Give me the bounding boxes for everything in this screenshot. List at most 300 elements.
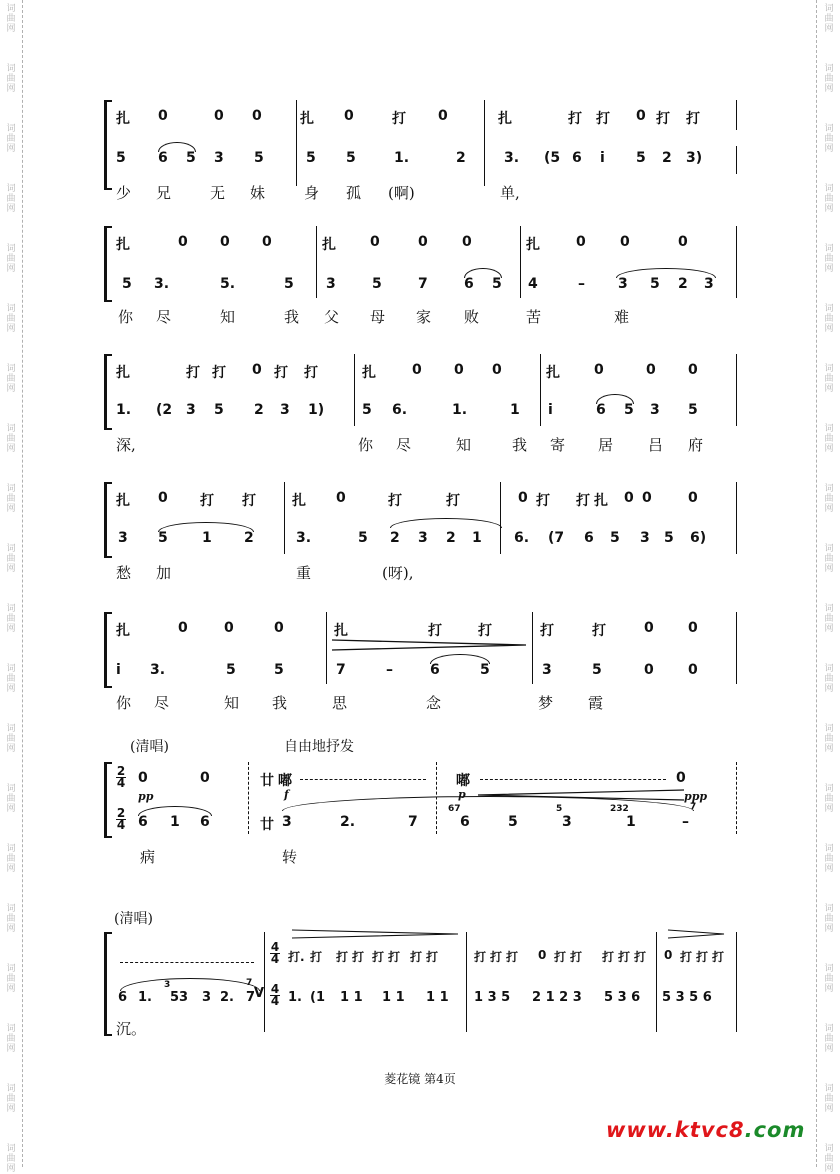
melody-note: – xyxy=(386,662,393,678)
melody-note: 4 xyxy=(528,276,538,292)
grace-note: 232 xyxy=(610,804,629,814)
perc-note: 0 xyxy=(438,108,448,124)
melody-note: 1. xyxy=(138,990,152,1005)
melody-note: 7 xyxy=(408,814,418,830)
melody-note: (1 xyxy=(310,990,325,1005)
perc-note: 0 xyxy=(412,362,422,378)
watermark-text: 词 曲 网 xyxy=(6,844,16,874)
perc-note: 0 xyxy=(624,490,634,506)
perc-note: 打 xyxy=(634,950,647,964)
melody-note: 3) xyxy=(686,150,703,166)
melody-note: 6 xyxy=(596,402,606,418)
continuation-dash xyxy=(300,779,426,780)
melody-note: 3 xyxy=(704,276,714,292)
perc-note: 打 xyxy=(426,950,439,964)
watermark-text: 词 曲 网 xyxy=(824,1144,834,1174)
perc-note: 0 xyxy=(158,490,168,506)
perc-note: 0 xyxy=(492,362,502,378)
lyric: 府 xyxy=(688,436,704,454)
melody-note: 6) xyxy=(690,530,707,546)
perc-note: 打 xyxy=(410,950,423,964)
melody-note: 6 xyxy=(138,814,148,830)
melody-row xyxy=(100,814,740,834)
perc-note: 扎 xyxy=(498,111,512,127)
lyric: 思 xyxy=(332,694,348,712)
lyrics-row xyxy=(100,182,740,204)
watermark-text: 词 曲 网 xyxy=(6,64,16,94)
melody-note: 6 xyxy=(460,814,470,830)
perc-note: 扎 xyxy=(546,365,560,381)
melody-note: 5 3 5 6 xyxy=(662,990,712,1005)
perc-note: 打 xyxy=(712,950,725,964)
score-system-3 xyxy=(100,352,740,462)
brand-suffix: .com xyxy=(744,1118,806,1142)
melody-note: i xyxy=(116,662,121,678)
lyric: 你 xyxy=(116,694,132,712)
watermark-text: 词 曲 网 xyxy=(6,4,16,34)
melody-note: 5 xyxy=(158,530,168,546)
perc-note: 0 xyxy=(214,108,224,124)
melody-note: i xyxy=(600,150,605,166)
perc-note: 打 xyxy=(186,365,200,381)
lyric: 家 xyxy=(416,308,432,326)
melody-note: 2 xyxy=(390,530,400,546)
perc-note: 0 xyxy=(538,948,547,962)
watermark-text: 词 曲 网 xyxy=(6,244,16,274)
perc-note: 0 xyxy=(158,108,168,124)
score-system-6 xyxy=(100,736,740,866)
perc-note: 打 xyxy=(568,111,582,127)
melody-note: (7 xyxy=(548,530,565,546)
perc-note: 0 xyxy=(262,234,272,250)
perc-note: 打 xyxy=(478,623,492,639)
perc-note: 扎 xyxy=(362,365,376,381)
watermark-text: 词 曲 网 xyxy=(6,544,16,574)
perc-note: 打 xyxy=(310,950,323,964)
melody-note: 7 xyxy=(246,990,256,1005)
watermark-text: 词 曲 网 xyxy=(824,304,834,334)
tempo-marking: 自由地抒发 xyxy=(284,739,354,755)
melody-note: 5 xyxy=(284,276,294,292)
melody-note: 5 xyxy=(116,150,126,166)
melody-note: 5 xyxy=(624,402,634,418)
perc-note: 打 xyxy=(536,493,550,509)
grace-note: 5 xyxy=(556,804,563,814)
watermark-text: 词 曲 网 xyxy=(824,244,834,274)
melody-note: 2 xyxy=(678,276,688,292)
watermark-text: 词 曲 网 xyxy=(824,1024,834,1054)
perc-note: 打 xyxy=(212,365,226,381)
lyric: 尽 xyxy=(156,308,172,326)
score-system-5 xyxy=(100,610,740,720)
melody-note: 1 xyxy=(202,530,212,546)
melody-row xyxy=(100,402,740,422)
perc-note: 打 xyxy=(388,493,402,509)
melody-note: 1. xyxy=(288,990,302,1005)
melody-note: 2. xyxy=(340,814,356,830)
melody-note: 1. xyxy=(452,402,468,418)
perc-note: 0 xyxy=(220,234,230,250)
lyric: 妹 xyxy=(250,184,266,202)
melody-note: 3 xyxy=(118,530,128,546)
melody-note: 53 xyxy=(170,990,189,1005)
watermark-text: 词 曲 网 xyxy=(824,844,834,874)
perc-note: 扎 xyxy=(526,237,540,253)
perc-note: 0 xyxy=(636,108,646,124)
lyric: 吕 xyxy=(648,436,664,454)
lyric: (呀), xyxy=(382,564,414,582)
watermark-text: 词 曲 网 xyxy=(6,304,16,334)
watermark-text: 词 曲 网 xyxy=(6,664,16,694)
lyric: 愁 xyxy=(116,564,132,582)
lyric: 兄 xyxy=(156,184,172,202)
perc-note: 打 xyxy=(392,111,406,127)
melody-note: 6 xyxy=(118,990,128,1005)
perc-note: 扎 xyxy=(116,365,130,381)
perc-note: 打 xyxy=(388,950,401,964)
melody-note: 3 xyxy=(280,402,290,418)
melody-note: 0 xyxy=(644,662,654,678)
melody-note: 6 xyxy=(158,150,168,166)
slur xyxy=(430,654,490,664)
melody-note: 5 xyxy=(122,276,132,292)
melody-note: 1. xyxy=(116,402,132,418)
melody-note: – xyxy=(578,276,585,292)
perc-note: 0 xyxy=(676,770,686,786)
lyric: 你 xyxy=(358,436,374,454)
lyric: 苦 xyxy=(526,308,542,326)
perc-note: 打. xyxy=(288,950,305,964)
melody-row xyxy=(100,990,740,1010)
grace-note: 7 xyxy=(246,978,253,988)
melody-note: 3 xyxy=(418,530,428,546)
perc-note: 0 xyxy=(344,108,354,124)
melody-note: 6 xyxy=(572,150,582,166)
perc-note: 打 xyxy=(656,111,670,127)
melody-note: 5 xyxy=(358,530,368,546)
lyric: 沉。 xyxy=(116,1020,147,1038)
perc-note: 0 xyxy=(576,234,586,250)
watermark-text: 词 曲 网 xyxy=(824,604,834,634)
perc-note: 扎 xyxy=(116,111,130,127)
brand-name: ktvc8 xyxy=(674,1118,745,1142)
perc-note: 打 xyxy=(490,950,503,964)
lyric: 病 xyxy=(140,848,156,866)
perc-note: 打 xyxy=(274,365,288,381)
watermark-text: 词 曲 网 xyxy=(6,964,16,994)
lyric: 重 xyxy=(296,564,312,582)
melody-note: 1 xyxy=(626,814,636,830)
watermark-text: 词 曲 网 xyxy=(6,1084,16,1114)
melody-note: 1 xyxy=(472,530,482,546)
time-sig-bottom: 4 xyxy=(270,952,280,966)
watermark-text: 词 曲 网 xyxy=(824,424,834,454)
melody-note: 3. xyxy=(296,530,312,546)
slur xyxy=(390,518,502,528)
melody-note: 5 xyxy=(254,150,264,166)
percussion-row xyxy=(100,620,740,640)
lyric: 母 xyxy=(370,308,386,326)
perc-note: 0 xyxy=(644,620,654,636)
time-sig-bottom: 4 xyxy=(116,776,126,790)
lyric: 单, xyxy=(500,184,520,202)
melody-row xyxy=(100,150,740,170)
perc-note: 扎 xyxy=(300,111,314,127)
slur xyxy=(158,522,254,532)
lyric: 尽 xyxy=(396,436,412,454)
melody-note: 6. xyxy=(392,402,408,418)
watermark-text: 词 曲 网 xyxy=(6,124,16,154)
melody-note: 1) xyxy=(308,402,325,418)
perc-note: 0 xyxy=(336,490,346,506)
perc-note: 扎 xyxy=(116,623,130,639)
perc-note: 0 xyxy=(620,234,630,250)
perc-note: 嘟 xyxy=(278,773,292,789)
lyric: 知 xyxy=(220,308,236,326)
perc-note: 0 xyxy=(462,234,472,250)
slur xyxy=(464,268,502,278)
watermark-text: 词 曲 网 xyxy=(6,364,16,394)
perc-note: 扎 xyxy=(292,493,306,509)
melody-note: 5 xyxy=(664,530,674,546)
melody-note: 5 xyxy=(346,150,356,166)
melody-note: 5 xyxy=(372,276,382,292)
melody-note: 5 xyxy=(214,402,224,418)
perc-note: 打 xyxy=(554,950,567,964)
perc-note: 0 xyxy=(664,948,673,962)
lyric: 知 xyxy=(224,694,240,712)
watermark-text: 词 曲 网 xyxy=(824,64,834,94)
melody-note: 1 1 xyxy=(382,990,405,1005)
perc-note: 打 xyxy=(446,493,460,509)
watermark-text: 词 曲 网 xyxy=(824,1084,834,1114)
watermark-text: 词 曲 网 xyxy=(824,724,834,754)
section-label: (清唱) xyxy=(130,739,169,755)
right-dashed-border xyxy=(816,0,817,1167)
melody-note: 3 xyxy=(650,402,660,418)
perc-note: 打 xyxy=(352,950,365,964)
melody-note: 3 xyxy=(202,990,212,1005)
perc-note: 扎 xyxy=(322,237,336,253)
melody-note: 3 xyxy=(640,530,650,546)
perc-note: 打 xyxy=(596,111,610,127)
percussion-row xyxy=(100,234,740,254)
melody-note: 0 xyxy=(688,662,698,678)
grace-note: 3 xyxy=(164,980,171,990)
watermark-text: 词 曲 网 xyxy=(6,484,16,514)
melody-note: 6 xyxy=(464,276,474,292)
melody-row xyxy=(100,530,740,550)
watermark-text: 词 曲 网 xyxy=(824,544,834,574)
lyric: 深, xyxy=(116,436,136,454)
lyric: 身 xyxy=(304,184,320,202)
melody-note: 5 xyxy=(492,276,502,292)
lyric: 败 xyxy=(464,308,480,326)
lyrics-row xyxy=(100,692,740,714)
perc-note: 廿 xyxy=(260,773,274,789)
dynamic-mark: p xyxy=(458,788,466,801)
melody-note: 6 xyxy=(584,530,594,546)
lyric: 难 xyxy=(614,308,630,326)
melody-note: 3. xyxy=(150,662,166,678)
melody-note: (2 xyxy=(156,402,173,418)
dynamic-mark: ppp xyxy=(684,790,708,803)
time-sig-top: 2 xyxy=(116,764,126,778)
lyric: 加 xyxy=(156,564,172,582)
melody-note: 5 xyxy=(480,662,490,678)
crescendo-hairpin xyxy=(330,638,530,652)
watermark-text: 词 曲 网 xyxy=(824,4,834,34)
perc-note: 打 xyxy=(474,950,487,964)
watermark-text: 词 曲 网 xyxy=(824,784,834,814)
melody-note: 6 xyxy=(430,662,440,678)
perc-note: 打 xyxy=(540,623,554,639)
perc-note: 打 xyxy=(696,950,709,964)
lyric: 我 xyxy=(512,436,528,454)
slur xyxy=(616,268,716,278)
lyrics-row xyxy=(100,846,740,868)
melody-note: 7 xyxy=(336,662,346,678)
perc-note: 0 xyxy=(138,770,148,786)
watermark-text: 词 曲 网 xyxy=(824,904,834,934)
watermark-text: 词 曲 网 xyxy=(824,484,834,514)
melody-note: 2 xyxy=(254,402,264,418)
perc-note: 0 xyxy=(454,362,464,378)
watermark-text: 词 曲 网 xyxy=(6,724,16,754)
lyric: 居 xyxy=(598,436,614,454)
grace-note: 67 xyxy=(448,804,461,814)
perc-note: 0 xyxy=(418,234,428,250)
perc-note: 0 xyxy=(224,620,234,636)
perc-note: 打 xyxy=(618,950,631,964)
melody-note: 3 xyxy=(282,814,292,830)
perc-note: 0 xyxy=(594,362,604,378)
lyrics-row xyxy=(100,434,740,456)
percussion-row xyxy=(100,948,740,968)
melody-note: 5 xyxy=(636,150,646,166)
slur xyxy=(596,394,634,404)
perc-note: 打 xyxy=(602,950,615,964)
perc-note: 0 xyxy=(688,620,698,636)
percussion-row xyxy=(100,108,740,128)
perc-note: 打 xyxy=(570,950,583,964)
grace-note: 7 xyxy=(690,802,697,812)
barline xyxy=(656,932,657,1032)
barline xyxy=(466,932,467,1032)
melody-note: 3 xyxy=(562,814,572,830)
melody-note: 2 1 2 3 xyxy=(532,990,582,1005)
barline xyxy=(264,932,265,1032)
score-system-2 xyxy=(100,224,740,334)
melody-note: 3 xyxy=(326,276,336,292)
perc-note: 0 xyxy=(678,234,688,250)
melody-note: 1. xyxy=(394,150,410,166)
time-sig-top: 4 xyxy=(270,940,280,954)
melody-note: (5 xyxy=(544,150,561,166)
perc-note: 0 xyxy=(688,362,698,378)
perc-note: 打 xyxy=(506,950,519,964)
left-dashed-border xyxy=(22,0,23,1167)
perc-note: 打 xyxy=(304,365,318,381)
perc-note: 打 xyxy=(576,493,590,509)
slur xyxy=(138,806,212,816)
time-sig-top: 4 xyxy=(270,982,280,996)
perc-note: 扎 xyxy=(594,493,608,509)
lyric: 知 xyxy=(456,436,472,454)
melody-note: 1 xyxy=(510,402,520,418)
decrescendo-hairpin xyxy=(290,928,460,940)
lyric: 转 xyxy=(282,848,298,866)
melody-note: 5 3 6 xyxy=(604,990,641,1005)
watermark-text: 词 曲 网 xyxy=(824,184,834,214)
lyrics-row xyxy=(100,306,740,328)
percussion-row xyxy=(100,490,740,510)
barline xyxy=(296,100,297,186)
slur xyxy=(158,142,196,152)
time-sig-top: 2 xyxy=(116,806,126,820)
perc-note: 0 xyxy=(252,362,262,378)
melody-note: 1 xyxy=(170,814,180,830)
percussion-row xyxy=(100,770,740,790)
watermark-text: 词 曲 网 xyxy=(6,1144,16,1174)
melody-note: 6 xyxy=(200,814,210,830)
score-system-1 xyxy=(100,98,740,208)
lyric: 尽 xyxy=(154,694,170,712)
site-brand-link[interactable] xyxy=(606,1118,805,1142)
melody-row xyxy=(100,662,740,682)
melody-note: 2 xyxy=(662,150,672,166)
lyric: 无 xyxy=(210,184,226,202)
score-system-4 xyxy=(100,480,740,590)
perc-note: 嘟 xyxy=(456,773,470,789)
melody-note: 1 1 xyxy=(426,990,449,1005)
melody-note: i xyxy=(548,402,553,418)
melody-note: 廿 xyxy=(260,817,274,833)
melody-note: 5 xyxy=(226,662,236,678)
perc-note: 0 xyxy=(274,620,284,636)
perc-note: 扎 xyxy=(334,623,348,639)
lyric: (啊) xyxy=(388,184,415,202)
barline xyxy=(736,932,737,1032)
watermark-text: 词 曲 网 xyxy=(6,184,16,214)
perc-note: 打 xyxy=(372,950,385,964)
barline xyxy=(736,100,737,130)
lyric: 父 xyxy=(324,308,340,326)
melody-note: 5 xyxy=(306,150,316,166)
perc-note: 0 xyxy=(646,362,656,378)
section-label: (清唱) xyxy=(114,911,153,927)
melody-note: 1 3 5 xyxy=(474,990,511,1005)
phrase-slur xyxy=(120,978,260,991)
watermark-text: 词 曲 网 xyxy=(6,784,16,814)
melody-note: 3. xyxy=(504,150,520,166)
page-footer: 菱花镜 第4页 xyxy=(384,1072,456,1086)
perc-note: 打 xyxy=(686,111,700,127)
perc-note: 0 xyxy=(178,620,188,636)
lyric: 少 xyxy=(116,184,132,202)
lyric: 我 xyxy=(272,694,288,712)
time-sig-bottom: 4 xyxy=(270,994,280,1008)
melody-note: 5 xyxy=(274,662,284,678)
melody-note: 6. xyxy=(514,530,530,546)
lyrics-row xyxy=(100,562,740,584)
melody-note: 2 xyxy=(456,150,466,166)
perc-note: 扎 xyxy=(116,493,130,509)
melody-note: 1 1 xyxy=(340,990,363,1005)
melody-note: 5 xyxy=(688,402,698,418)
melody-note: 5 xyxy=(362,402,372,418)
melody-note: 7 xyxy=(418,276,428,292)
